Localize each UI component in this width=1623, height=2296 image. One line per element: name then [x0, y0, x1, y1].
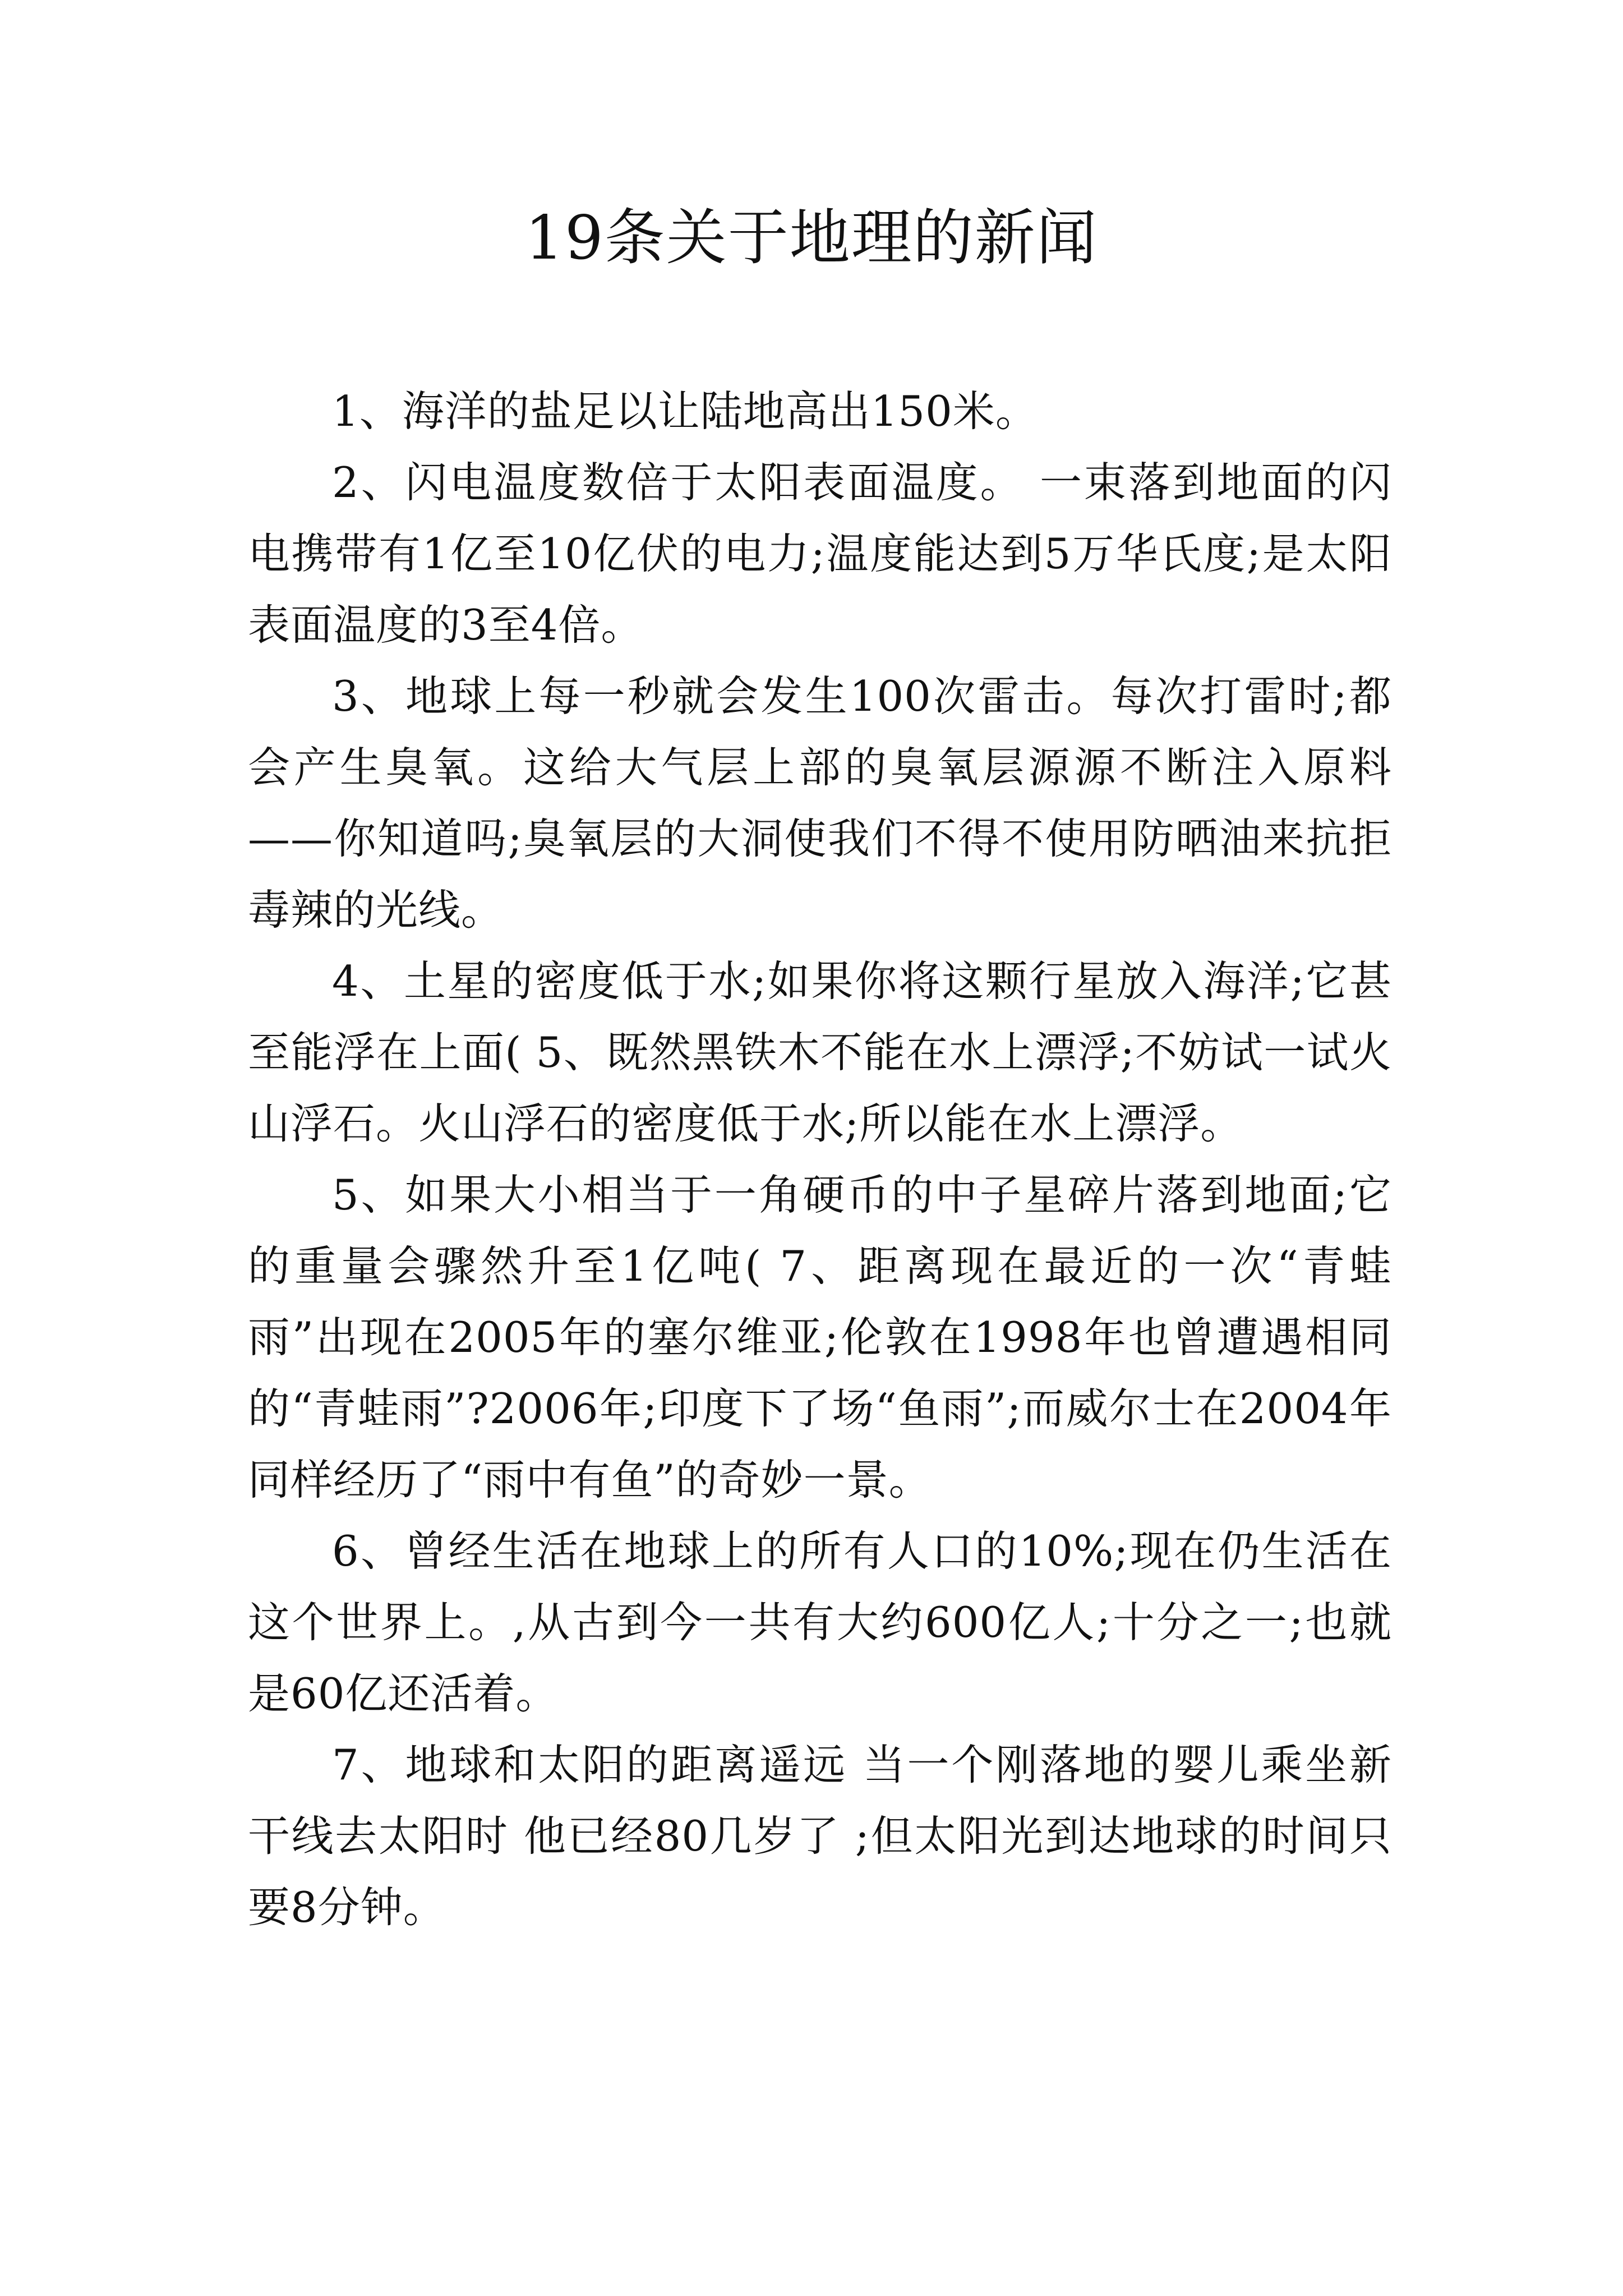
paragraph-6: 6、曾经生活在地球上的所有人口的10%;现在仍生活在这个世界上。,从古到今一共有大约600亿人;十分之一;也就是60亿还活着。 [248, 1526, 1392, 1718]
paragraph-5: 5、如果大小相当于一角硬币的中子星碎片落到地面;它的重量会骤然升至1亿吨( 7、距离现在最近的一次“青蛙雨”出现在2005年的塞尔维亚;伦敦在1998年也曾遭遇相同的“青蛙雨”?2006年;印度下了场“鱼雨”;而威尔士在2004年同样经历了“雨中有鱼”的奇妙一景。 [248, 1170, 1392, 1504]
paragraph-4: 4、土星的密度低于水;如果你将这颗行星放入海洋;它甚至能浮在上面( 5、既然黑铁木不能在水上漂浮;不妨试一试火山浮石。火山浮石的密度低于水;所以能在水上漂浮。 [248, 956, 1392, 1148]
paragraph-7: 7、地球和太阳的距离遥远 当一个刚落地的婴儿乘坐新干线去太阳时 他已经80几岁了 ;但太阳光到达地球的时间只要8分钟。 [248, 1740, 1392, 1932]
document-title: 19条关于地理的新闻 [525, 203, 1098, 273]
paragraph-1: 1、海洋的盐足以让陆地高出150米。 [332, 386, 1038, 436]
paragraph-3: 3、地球上每一秒就会发生100次雷击。每次打雷时;都会产生臭氧。这给大气层上部的臭氧层源源不断注入原料——你知道吗;臭氧层的大洞使我们不得不使用防晒油来抗拒毒辣的光线。 [248, 671, 1392, 935]
document-body [248, 376, 1392, 1943]
paragraph-2: 2、闪电温度数倍于太阳表面温度。 一束落到地面的闪电携带有1亿至10亿伏的电力;温度能达到5万华氏度;是太阳表面温度的3至4倍。 [248, 458, 1392, 650]
